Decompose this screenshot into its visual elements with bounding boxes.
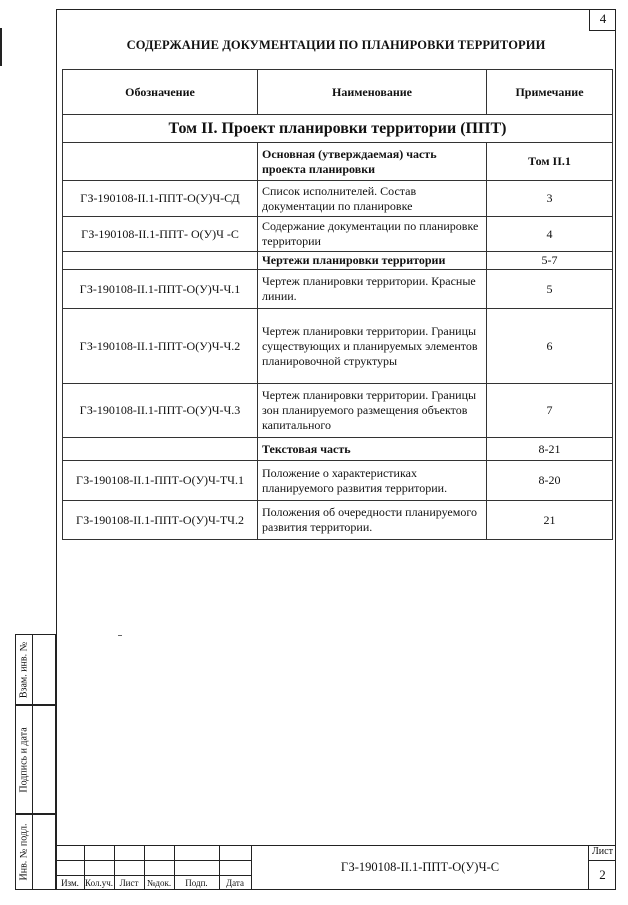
- stamp-label-signature: Подпись и дата: [18, 726, 30, 793]
- row-code: [63, 438, 258, 461]
- row-name: Чертеж планировки территории. Границы существующих и планируемых элементов планировочной структуры: [258, 309, 487, 384]
- caption-signature: Подп.: [185, 878, 208, 888]
- row-name: Список исполнителей. Состав документации по планировке: [258, 181, 487, 217]
- table-row: [63, 384, 613, 438]
- table-row: [63, 252, 613, 270]
- row-note: 3: [487, 181, 613, 217]
- row-note: 5: [487, 270, 613, 309]
- row-name: Чертеж планировки территории. Границы зон планируемого размещения объектов капитального: [258, 384, 487, 438]
- row-code: ГЗ-190108-II.1-ППТ- О(У)Ч -С: [63, 217, 258, 252]
- row-note: 6: [487, 309, 613, 384]
- sheet-number: 2: [599, 867, 606, 882]
- table-row: [63, 461, 613, 501]
- row-code: ГЗ-190108-II.1-ППТ-О(У)Ч-ТЧ.1: [63, 461, 258, 501]
- table-row: [63, 501, 613, 540]
- row-name: Положение о характеристиках планируемого развития территории.: [258, 461, 487, 501]
- page-number: 4: [589, 9, 616, 31]
- sheet-label: Лист: [592, 846, 613, 857]
- header-designation: Обозначение: [63, 70, 258, 115]
- row-note: Том II.1: [487, 143, 613, 181]
- scan-edge-mark: [0, 28, 2, 66]
- document-code: ГЗ-190108-II.1-ППТ-О(У)Ч-С: [340, 860, 500, 874]
- row-note: 21: [487, 501, 613, 540]
- row-code: ГЗ-190108-II.1-ППТ-О(У)Ч-Ч.1: [63, 270, 258, 309]
- row-name: Основная (утверждаемая) часть проекта планировки: [258, 143, 487, 181]
- caption-change: Изм.: [61, 878, 79, 888]
- row-note: 8-20: [487, 461, 613, 501]
- revision-grid: [56, 845, 251, 890]
- row-note: 4: [487, 217, 613, 252]
- title-block: [56, 845, 616, 890]
- caption-count: Кол.уч.: [85, 878, 113, 888]
- row-code: ГЗ-190108-II.1-ППТ-О(У)Ч-Ч.3: [63, 384, 258, 438]
- row-name: Чертеж планировки территории. Красные линии.: [258, 270, 487, 309]
- header-name: Наименование: [258, 70, 487, 115]
- row-name: Чертежи планировки территории: [258, 252, 487, 270]
- volume-row: [63, 115, 613, 143]
- stamp-label-replacement: Взам. инв. №: [18, 641, 30, 698]
- stamp-cell-replacement: [15, 634, 56, 705]
- row-code: ГЗ-190108-II.1-ППТ-О(У)Ч-Ч.2: [63, 309, 258, 384]
- header-note: Примечание: [487, 70, 613, 115]
- row-note: 7: [487, 384, 613, 438]
- row-code: [63, 252, 258, 270]
- table-row: [63, 217, 613, 252]
- stamp-cell-original: [15, 814, 56, 890]
- caption-doc-number: №док.: [146, 878, 172, 888]
- row-code: ГЗ-190108-II.1-ППТ-О(У)Ч-СД: [63, 181, 258, 217]
- table-row: [63, 438, 613, 461]
- side-stamp: [15, 634, 56, 890]
- table-row: [63, 143, 613, 181]
- stamp-cell-signature: [15, 705, 56, 814]
- caption-date: Дата: [226, 878, 244, 888]
- table-row: [63, 309, 613, 384]
- contents-table: [62, 69, 613, 540]
- row-code: ГЗ-190108-II.1-ППТ-О(У)Ч-ТЧ.2: [63, 501, 258, 540]
- row-note: 8-21: [487, 438, 613, 461]
- row-note: 5-7: [487, 252, 613, 270]
- document-title: СОДЕРЖАНИЕ ДОКУМЕНТАЦИИ ПО ПЛАНИРОВКИ ТЕРРИТОРИИ: [126, 38, 546, 52]
- volume-title: Том II. Проект планировки территории (ППТ): [63, 115, 613, 143]
- row-name: Текстовая часть: [258, 438, 487, 461]
- row-code: [63, 143, 258, 181]
- row-name: Содержание документации по планировке территории: [258, 217, 487, 252]
- table-row: [63, 270, 613, 309]
- table-header-row: [63, 70, 613, 115]
- table-row: [63, 181, 613, 217]
- row-name: Положения об очередности планируемого развития территории.: [258, 501, 487, 540]
- stamp-label-original: Инв. № подл.: [18, 823, 30, 881]
- caption-sheet: Лист: [119, 878, 139, 888]
- scan-speck: [118, 635, 122, 636]
